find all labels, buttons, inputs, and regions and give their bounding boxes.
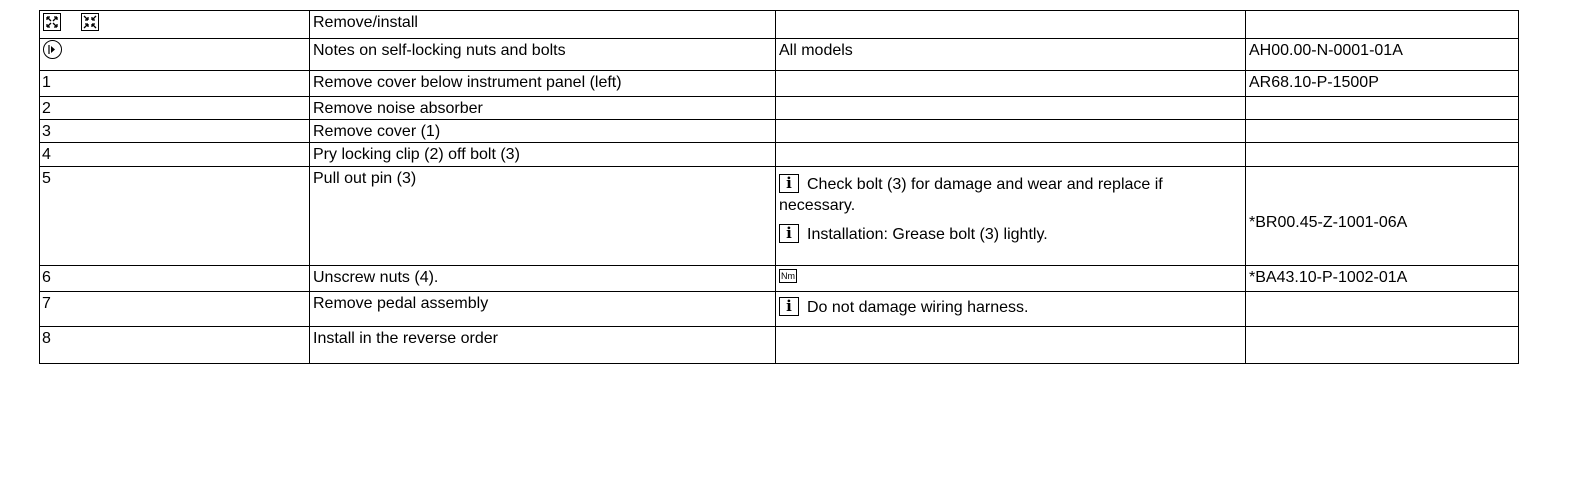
- step-number: 7: [40, 292, 310, 327]
- step-notes: [776, 167, 1246, 266]
- table-row: [40, 292, 1519, 327]
- step-number: 1: [40, 71, 310, 97]
- table-row: [40, 71, 1519, 97]
- table-row: [40, 327, 1519, 364]
- step-text: Remove noise absorber: [310, 97, 776, 120]
- step-text: Pry locking clip (2) off bolt (3): [310, 143, 776, 167]
- note-text: Installation: Grease bolt (3) lightly.: [807, 226, 1048, 243]
- step-ref[interactable]: AR68.10-P-1500P: [1246, 71, 1519, 97]
- table-row: [40, 120, 1519, 143]
- table-row: [40, 97, 1519, 120]
- step-number: 2: [40, 97, 310, 120]
- note-text: Check bolt (3) for damage and wear and replace if necessary.: [779, 176, 1163, 214]
- table-row: [40, 143, 1519, 167]
- notes-text: Notes on self-locking nuts and bolts: [310, 39, 776, 71]
- step-ref[interactable]: *BA43.10-P-1002-01A: [1246, 266, 1519, 292]
- step-ref[interactable]: *BR00.45-Z-1001-06A: [1249, 214, 1408, 231]
- table-row: [40, 11, 1519, 39]
- step-number: 6: [40, 266, 310, 292]
- info-icon: i: [779, 174, 799, 193]
- torque-icon[interactable]: Nm: [781, 271, 795, 282]
- header-title: Remove/install: [310, 11, 776, 39]
- step-number: 8: [40, 327, 310, 364]
- install-icon: [81, 13, 99, 31]
- step-text: Remove pedal assembly: [310, 292, 776, 327]
- step-text: Unscrew nuts (4).: [310, 266, 776, 292]
- procedure-table: [39, 10, 1519, 364]
- step-text: Remove cover (1): [310, 120, 776, 143]
- step-text: Remove cover below instrument panel (left): [310, 71, 776, 97]
- remove-icon: [43, 13, 61, 31]
- notes-ref[interactable]: AH00.00-N-0001-01A: [1246, 39, 1519, 71]
- step-number: 3: [40, 120, 310, 143]
- note-text: Do not damage wiring harness.: [807, 299, 1029, 316]
- step-text: Pull out pin (3): [310, 167, 776, 266]
- info-icon: i: [779, 224, 799, 243]
- step-number: 4: [40, 143, 310, 167]
- table-row: [40, 167, 1519, 266]
- step-text: Install in the reverse order: [310, 327, 776, 364]
- header-icons-cell: [40, 11, 310, 39]
- notes-models: All models: [776, 39, 1246, 71]
- table-row: [40, 266, 1519, 292]
- table-row: [40, 39, 1519, 71]
- self-locking-note-icon: [43, 40, 62, 59]
- step-number: 5: [40, 167, 310, 266]
- info-icon: i: [779, 297, 799, 316]
